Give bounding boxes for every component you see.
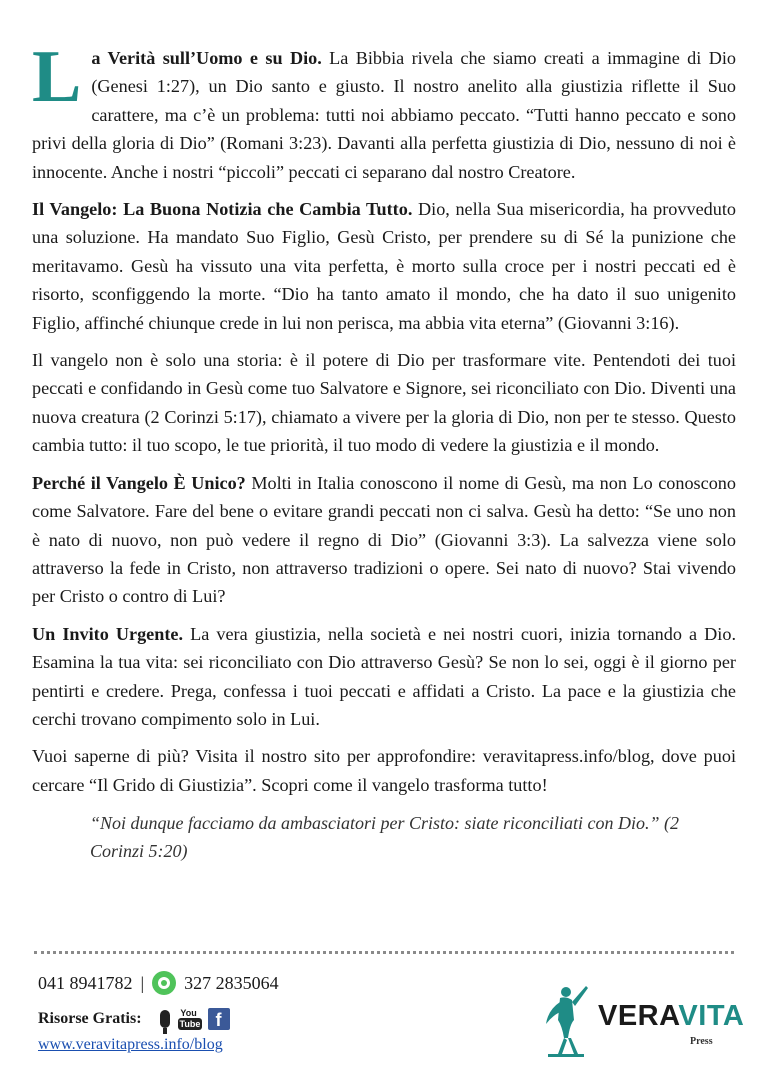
whatsapp-icon xyxy=(152,971,176,995)
gospel-heading: Il Vangelo: La Buona Notizia che Cambia Tutto. xyxy=(32,199,413,220)
footer-contacts xyxy=(38,968,418,1054)
youtube-icon-bottom: Tube xyxy=(179,1019,201,1029)
intro-paragraph xyxy=(32,36,736,186)
resources-row xyxy=(38,1006,418,1032)
logo-wordmark xyxy=(598,1000,744,1033)
veravita-press-logo xyxy=(540,980,745,1060)
facebook-icon[interactable]: f xyxy=(208,1008,230,1030)
invite-heading: Un Invito Urgente. xyxy=(32,623,184,644)
invite-text: La vera giustizia, nella società e nei nostri cuori, inizia tornando a Dio. Esamina la tua vita: sei riconciliato con Dio attraverso Gesù? Se non lo sei, oggi è il giorno per pentirti e credere. Prega, confessa i tuoi peccati e affidati a Cristo. La pace e la giustizia che cerchi trovano compimento solo in Lui. xyxy=(32,623,736,729)
logo-press: Press xyxy=(690,1036,713,1047)
dotted-divider xyxy=(34,951,734,954)
gospel-paragraph xyxy=(32,195,736,337)
phone-number[interactable]: 041 8941782 xyxy=(38,972,133,993)
article-body xyxy=(32,36,736,865)
unique-text: Molti in Italia conoscono il nome di Gesù, ma non Lo conoscono come Salvatore. Fare del bene o evitare grandi peccati non ci salva. Gesù ha detto: “Se uno non è nato di nuovo, non può vedere il regno di Dio” (Giovanni 3:3). La salvezza viene solo attraverso la fede in Cristo, non attraverso tradizioni o opere. Sei nato di nuovo? Stai vivendo per Cristo o contro di Lui? xyxy=(32,472,736,607)
more-text: Vuoi saperne di più? Visita il nostro sito per approfondire: veravitapress.info/blog, dove puoi cercare “Il Grido di Giustizia”. Scopri come il vangelo trasforma tutto! xyxy=(32,746,736,795)
podcast-microphone-icon[interactable] xyxy=(160,1010,170,1028)
more-paragraph xyxy=(32,742,736,799)
logo-vita: VITA xyxy=(678,1000,745,1032)
intro-heading: a Verità sull’Uomo e su Dio. xyxy=(91,48,322,68)
power-text: Il vangelo non è solo una storia: è il potere di Dio per trasformare vite. Pentendoti dei tuoi peccati e confidando in Gesù come tuo Salvatore e Signore, sei riconciliato con Dio. Diventi una nuova creatura (2 Corinzi 5:17), chiamato a vivere per la gloria di Dio, non per te stesso. Questo cambia tutto: il tuo scopo, le tue priorità, il tuo modo di vedere la giustizia e il mondo. xyxy=(32,350,736,456)
blog-link[interactable]: www.veravitapress.info/blog xyxy=(38,1036,223,1053)
gospel-text: Dio, nella Sua misericordia, ha provveduto una soluzione. Ha mandato Suo Figlio, Gesù Cristo, per prendere su di Sé la punizione che meritavamo. Gesù ha vissuto una vita perfetta, è morto sulla croce per i nostri peccati ed è risorto, sconfiggendo la morte. “Dio ha tanto amato il mondo, che ha dato il suo unigenito Figlio, affinché chiunque crede in lui non perisca, ma abbia vita eterna” (Giovanni 3:16). xyxy=(32,199,736,333)
herald-figure-icon xyxy=(540,980,590,1058)
whatsapp-number[interactable]: 327 2835064 xyxy=(184,972,279,993)
youtube-icon[interactable] xyxy=(178,1008,200,1030)
phone-row xyxy=(38,968,418,998)
scripture-quote: “Noi dunque facciamo da ambasciatori per Cristo: siate riconciliati con Dio.” (2 Corinzi 5:20) xyxy=(90,813,679,862)
phone-separator: | xyxy=(140,972,145,993)
youtube-icon-top: You xyxy=(180,1008,197,1018)
logo-vera: VERA xyxy=(598,1000,679,1032)
power-paragraph xyxy=(32,346,736,460)
unique-heading: Perché il Vangelo È Unico? xyxy=(32,472,246,493)
invite-paragraph xyxy=(32,620,736,734)
unique-paragraph xyxy=(32,469,736,611)
intro-text: La Bibbia rivela che siamo creati a immagine di Dio (Genesi 1:27), un Dio santo e giusto. Il nostro anelito alla giustizia riflette il Suo carattere, ma c’è un problema: tutti noi abbiamo peccato. “Tutti hanno peccato e sono privi della gloria di Dio” (Romani 3:23). Davanti alla perfetta giustizia di Dio, nessuno di noi è innocente. Anche i nostri “piccoli” peccati ci separano dal nostro Creatore. xyxy=(32,48,736,182)
resources-label: Risorse Gratis: xyxy=(38,1010,142,1027)
drop-cap: L xyxy=(32,36,82,118)
